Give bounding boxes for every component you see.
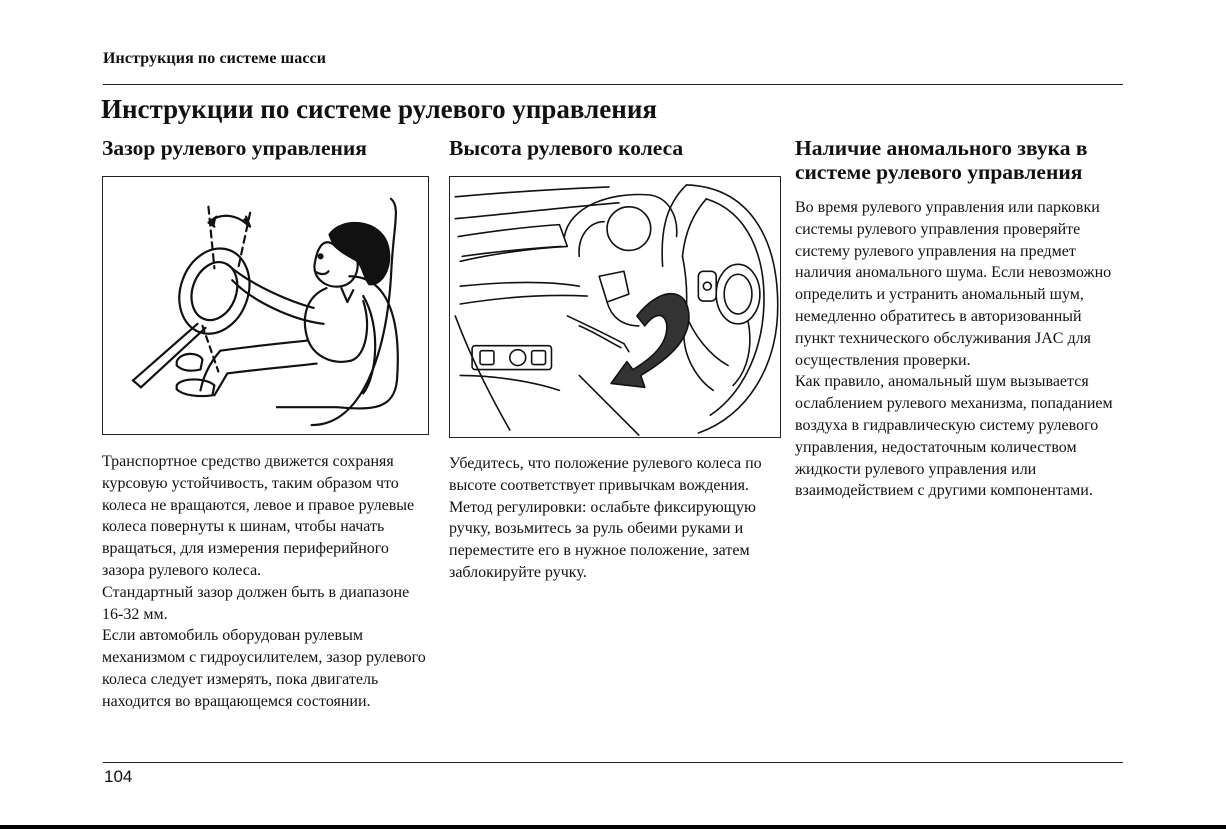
paragraph: Убедитесь, что положение рулевого колеса по высоте соответствует привычкам вождения. xyxy=(449,455,762,494)
section-abnormal-noise-text xyxy=(795,197,1125,502)
running-header: Инструкция по системе шасси xyxy=(103,50,327,67)
paragraph: Метод регулировки: ослабьте фиксирующую ручку, возьмитесь за руль обеими руками и переместите его в нужное положение, затем заблокируйте ручку. xyxy=(449,498,756,581)
section-steering-play-text xyxy=(102,451,434,713)
section-wheel-height-text xyxy=(449,453,781,584)
paragraph: Во время рулевого управления или парковки системы рулевого управления проверяйте систему рулевого управления на предмет наличия аномального шума. Если невозможно определить и устранить аномальный шум, немедленно обратитесь в авторизованный пункт технического обслуживания JAC для осуществления проверки. xyxy=(795,199,1112,369)
header-rule xyxy=(103,84,1123,85)
section-abnormal-noise xyxy=(795,136,1125,184)
paragraph: Как правило, аномальный шум вызывается ослаблением рулевого механизма, попаданием воздуха в гидравлическую систему рулевого управления, недостаточным количеством жидкости рулевого управления или взаимодействием с другими компонентами. xyxy=(795,373,1113,500)
page-number: 104 xyxy=(104,767,133,786)
section-heading: Наличие аномального звука в системе рулевого управления xyxy=(795,136,1088,184)
footer-rule xyxy=(103,762,1123,763)
driver-steering-wheel-illustration xyxy=(102,176,429,435)
page-bottom-edge xyxy=(0,825,1226,829)
section-heading: Высота рулевого колеса xyxy=(449,136,684,160)
steering-column-lever-illustration xyxy=(449,176,781,438)
paragraph: Транспортное средство движется сохраняя курсовую устойчивость, таким образом что колеса не вращаются, левое и правое рулевые колеса повернуты к шинам, чтобы начать вращаться, для измерения периферийного зазора рулевого колеса. xyxy=(102,453,415,579)
section-heading: Зазор рулевого управления xyxy=(102,136,367,160)
page-title: Инструкции по системе рулевого управления xyxy=(101,94,657,124)
section-steering-play xyxy=(102,136,432,160)
section-wheel-height xyxy=(449,136,781,160)
paragraph: Если автомобиль оборудован рулевым механизмом с гидроусилителем, зазор рулевого колеса следует измерять, пока двигатель находится во вращающемся состоянии. xyxy=(102,627,426,710)
paragraph: Стандартный зазор должен быть в диапазоне 16-32 мм. xyxy=(102,583,410,623)
